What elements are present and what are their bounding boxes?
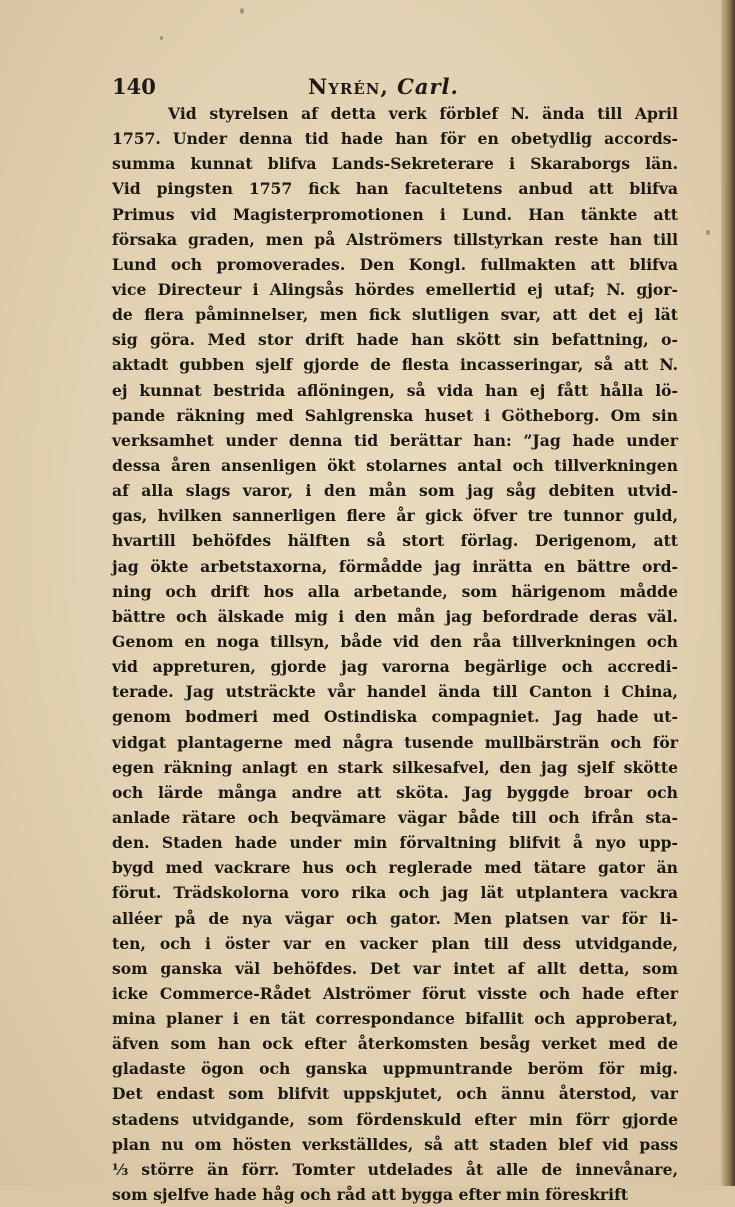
page-header — [112, 74, 672, 104]
page-number: 140 — [112, 74, 156, 99]
text-line: aktadt gubben sjelf gjorde de flesta incasseringar, så att N. — [112, 355, 678, 375]
text-line: ⅓ större än förr. Tomter utdelades åt alle de innevånare, — [112, 1159, 678, 1179]
text-line: 1757. Under denna tid hade han för en obetydlig accords- — [112, 129, 678, 149]
text-line: ej kunnat bestrida aflöningen, så vida han ej fått hålla lö- — [112, 380, 678, 400]
text-line: förut. Trädskolorna voro rika och jag lät utplantera vackra — [112, 883, 678, 903]
text-line: pande räkning med Sahlgrenska huset i Götheborg. Om sin — [112, 405, 678, 425]
text-line: bygd med vackrare hus och reglerade med tätare gator än — [112, 858, 678, 878]
paper-speck — [706, 230, 710, 235]
text-line: Genom en noga tillsyn, både vid den råa tillverkningen och — [112, 631, 678, 651]
paper-speck — [240, 8, 244, 14]
running-head-name: Nyrén — [308, 74, 381, 99]
text-line: och lärde många andre att sköta. Jag byggde broar och — [112, 782, 678, 802]
text-line: plan nu om hösten verkställdes, så att staden blef vid pass — [112, 1134, 678, 1154]
text-line: ten, och i öster var en vacker plan till dess utvidgande, — [112, 933, 678, 953]
text-line: Primus vid Magisterpromotionen i Lund. Han tänkte att — [112, 204, 678, 224]
text-line: anlade rätare och beqvämare vägar både till och ifrån sta- — [112, 807, 678, 827]
text-line: summa kunnat blifva Lands-Sekreterare i Skaraborgs län. — [112, 154, 678, 174]
text-line: vice Directeur i Alingsås hördes emellertid ej utaf; N. gjor- — [112, 279, 678, 299]
body-text — [112, 101, 678, 1207]
text-line: vidgat plantagerne med några tusende mullbärsträn och för — [112, 732, 678, 752]
text-line: hvartill behöfdes hälften så stort förlag. Derigenom, att — [112, 531, 678, 551]
text-line: sig göra. Med stor drift hade han skött sin befattning, o- — [112, 330, 678, 350]
text-line: som ganska väl behöfdes. Det var intet af allt detta, som — [112, 958, 678, 978]
text-line: äfven som han ock efter återkomsten besåg verket med de — [112, 1034, 678, 1054]
text-line: bättre och älskade mig i den mån jag befordrade deras väl. — [112, 606, 678, 626]
text-line: af alla slags varor, i den mån som jag såg debiten utvid- — [112, 481, 678, 501]
text-line: verksamhet under denna tid berättar han: ”Jag hade under — [112, 430, 678, 450]
text-line: Vid pingsten 1757 fick han facultetens anbud att blifva — [112, 179, 678, 199]
text-line: Det endast som blifvit uppskjutet, och ännu återstod, var — [112, 1084, 678, 1104]
text-line: Vid styrelsen af detta verk förblef N. ända till April — [168, 104, 678, 123]
text-line: mina planer i en tät correspondance bifallit och approberat, — [112, 1009, 678, 1029]
text-line: gladaste ögon och ganska uppmuntrande beröm för mig. — [112, 1059, 678, 1079]
text-line: icke Commerce-Rådet Alströmer förut visste och hade efter — [112, 983, 678, 1003]
text-line: alléer på de nya vägar och gator. Men platsen var för li- — [112, 908, 678, 928]
text-line: terade. Jag utsträckte vår handel ända till Canton i China, — [112, 682, 678, 702]
text-line: egen räkning anlagt en stark silkesafvel, den jag sjelf skötte — [112, 757, 678, 777]
text-line: jag ökte arbetstaxorna, förmådde jag inrätta en bättre ord- — [112, 556, 678, 576]
running-head-given: Carl. — [397, 74, 459, 99]
text-line: försaka graden, men på Alströmers tillstyrkan reste han till — [112, 229, 678, 249]
text-line: genom bodmeri med Ostindiska compagniet. Jag hade ut- — [112, 707, 678, 727]
paper-speck — [160, 36, 163, 40]
running-head: Nyrén, Carl. — [308, 74, 459, 99]
text-line: stadens utvidgande, som fördenskuld efter min förr gjorde — [112, 1109, 678, 1129]
text-line: de flera påminnelser, men fick slutligen svar, att det ej lät — [112, 305, 678, 325]
text-line: vid appreturen, gjorde jag varorna begärlige och accredi- — [112, 657, 678, 677]
text-line: dessa åren ansenligen ökt stolarnes antal och tillverkningen — [112, 455, 678, 475]
text-line: gas, hvilken sannerligen flere år gick öfver tre tunnor guld, — [112, 506, 678, 526]
text-line: som sjelfve hade håg och råd att bygga efter min föreskrift — [112, 1185, 628, 1205]
text-line: ning och drift hos alla arbetande, som härigenom mådde — [112, 581, 678, 601]
page-edge-shadow — [721, 0, 735, 1186]
text-line: Lund och promoverades. Den Kongl. fullmakten att blifva — [112, 254, 678, 274]
text-line: den. Staden hade under min förvaltning blifvit å nyo upp- — [112, 833, 678, 853]
